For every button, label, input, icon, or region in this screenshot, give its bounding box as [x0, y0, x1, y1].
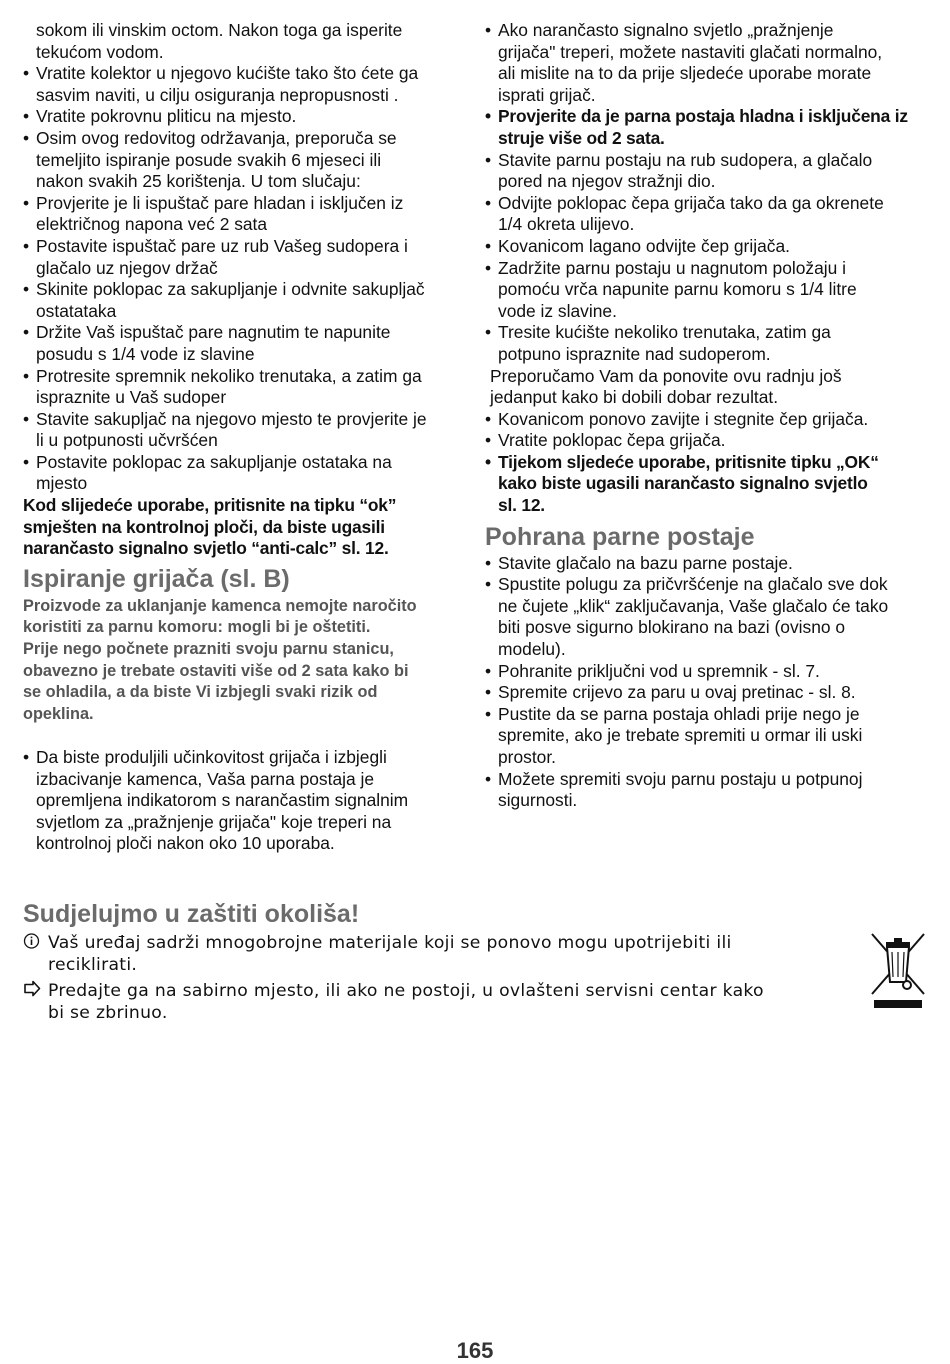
list-item-bold: • Provjerite da je parna postaja hladna i isključena iz struje više od 2 sata. — [485, 106, 930, 149]
section-heading-rinsing: Ispiranje grijača (sl. B) — [23, 564, 290, 593]
list-item: • Stavite sakupljač na njegovo mjesto te provjerite je li u potpunosti učvršćen — [23, 409, 468, 452]
arrow-right-icon — [23, 980, 41, 1003]
recyclable-materials-note: Vaš uređaj sadrži mnogobrojne materijale koji se ponovo mogu upotrijebiti ili reciklirati. — [23, 932, 853, 976]
list-item: • Kovanicom ponovo zavijte i stegnite čep grijača. — [485, 409, 930, 431]
list-item: • Spustite polugu za pričvršćenje na glačalo sve dok ne čujete „klik“ zaključavanja, Vaše glačalo će tako biti posve sigurno blokirano na bazi (ovisno o modelu). — [485, 574, 930, 660]
list-item: • Da biste produljili učinkovitost grijača i izbjegli izbacivanje kamenca, Vaša parna postaja je opremljena indikatorom s narančastim signalnim svjetlom za „pražnjenje grijača" koje treperi na kontrolnoj ploči nakon oko 10 uporaba. — [23, 747, 468, 855]
list-item: • Skinite poklopac za sakupljanje i odvnite sakupljač ostatataka — [23, 279, 468, 322]
environment-heading: Sudjelujmo u zaštiti okoliša! — [23, 900, 360, 928]
crossed-out-wheelie-bin-icon — [870, 930, 926, 1010]
list-item: • Provjerite je li ispuštač pare hladan i isključen iz električnog napona već 2 sata — [23, 193, 468, 236]
maintenance-list — [23, 63, 468, 495]
list-item: • Postavite ispuštač pare uz rub Vašeg sudopera i glačalo uz njegov držač — [23, 236, 468, 279]
left-column — [23, 20, 468, 855]
list-item: • Pohranite priključni vod u spremnik - sl. 7. — [485, 661, 930, 683]
recommendation-text: Preporučamo Vam da ponovite ovu radnju još jedanput kako bi dobili dobar rezultat. — [490, 365, 842, 408]
list-item: • Držite Vaš ispuštač pare nagnutim te napunite posudu s 1/4 vode iz slavine — [23, 322, 468, 365]
list-item: • Vratite poklopac čepa grijača. — [485, 430, 930, 452]
list-item: • Protresite spremnik nekoliko trenutaka, a zatim ga ispraznite u Vaš sudoper — [23, 366, 468, 409]
spacer — [23, 725, 468, 747]
warning-text: Proizvode za uklanjanje kamenca nemojte naročito koristiti za parnu komoru: mogli bi je oštetiti. Prije nego počnete prazniti svoju parnu stanicu, obavezno je trebate ostaviti više od 2 sata kako bi se ohladila, a da biste Vi izbjegli svaki rizik od opeklina. — [23, 596, 417, 723]
list-item: • Stavite glačalo na bazu parne postaje. — [485, 553, 930, 575]
list-item: • Spremite crijevo za paru u ovaj pretinac - sl. 8. — [485, 682, 930, 704]
intro-text: sokom ili vinskim octom. Nakon toga ga isperite tekućom vodom. — [36, 20, 403, 62]
anti-calc-note: Kod slijedeće uporabe, pritisnite na tipku “ok” smješten na kontrolnoj ploči, da biste ugasili narančasto signalno svjetlo “anti-calc” sl. 12. — [23, 495, 397, 559]
disposal-note: Predajte ga na sabirno mjesto, ili ako ne postoji, u ovlašteni servisni centar kako bi se zbrinuo. — [23, 980, 853, 1024]
list-item: • Tresite kućište nekoliko trenutaka, zatim ga potpuno ispraznite nad sudoperom. — [485, 322, 930, 365]
list-item: • Možete spremiti svoju parnu postaju u potpunoj sigurnosti. — [485, 769, 930, 812]
right-column — [485, 20, 930, 812]
list-item: • Vratite pokrovnu pliticu na mjesto. — [23, 106, 468, 128]
list-item: • Postavite poklopac za sakupljanje ostataka na mjesto — [23, 452, 468, 495]
info-circle-icon — [23, 932, 40, 955]
list-item: • Ako narančasto signalno svjetlo „pražnjenje grijača" treperi, možete nastaviti glačati normalno, ali mislite na to da prije sljedeće uporabe morate isprati grijač. — [485, 20, 930, 106]
section-heading-storage: Pohrana parne postaje — [485, 522, 755, 551]
list-item: • Odvijte poklopac čepa grijača tako da ga okrenete 1/4 okreta ulijevo. — [485, 193, 930, 236]
list-item: • Pustite da se parna postaja ohladi prije nego je spremite, ako je trebate spremiti u ormar ili uski prostor. — [485, 704, 930, 769]
environment-section — [23, 898, 853, 1024]
list-item: • Kovanicom lagano odvijte čep grijača. — [485, 236, 930, 258]
list-item: • Vratite kolektor u njegovo kućište tako što ćete ga sasvim naviti, u cilju osiguranja nepropusnosti . — [23, 63, 468, 106]
page-number: 165 — [456, 1338, 494, 1363]
list-item: • Zadržite parnu postaju u nagnutom položaju i pomoću vrča napunite parnu komoru s 1/4 litre vode iz slavine. — [485, 258, 930, 323]
list-item: • Osim ovog redovitog održavanja, preporuča se temeljito ispiranje posude svakih 6 mjeseci ili nakon svakih 25 korištenja. U tom slučaju: — [23, 128, 468, 193]
list-item-bold: • Tijekom sljedeće uporabe, pritisnite tipku „OK“ kako biste ugasili narančasto signalno svjetlo sl. 12. — [485, 452, 930, 517]
list-item: • Stavite parnu postaju na rub sudopera, a glačalo pored na njegov stražnji dio. — [485, 150, 930, 193]
